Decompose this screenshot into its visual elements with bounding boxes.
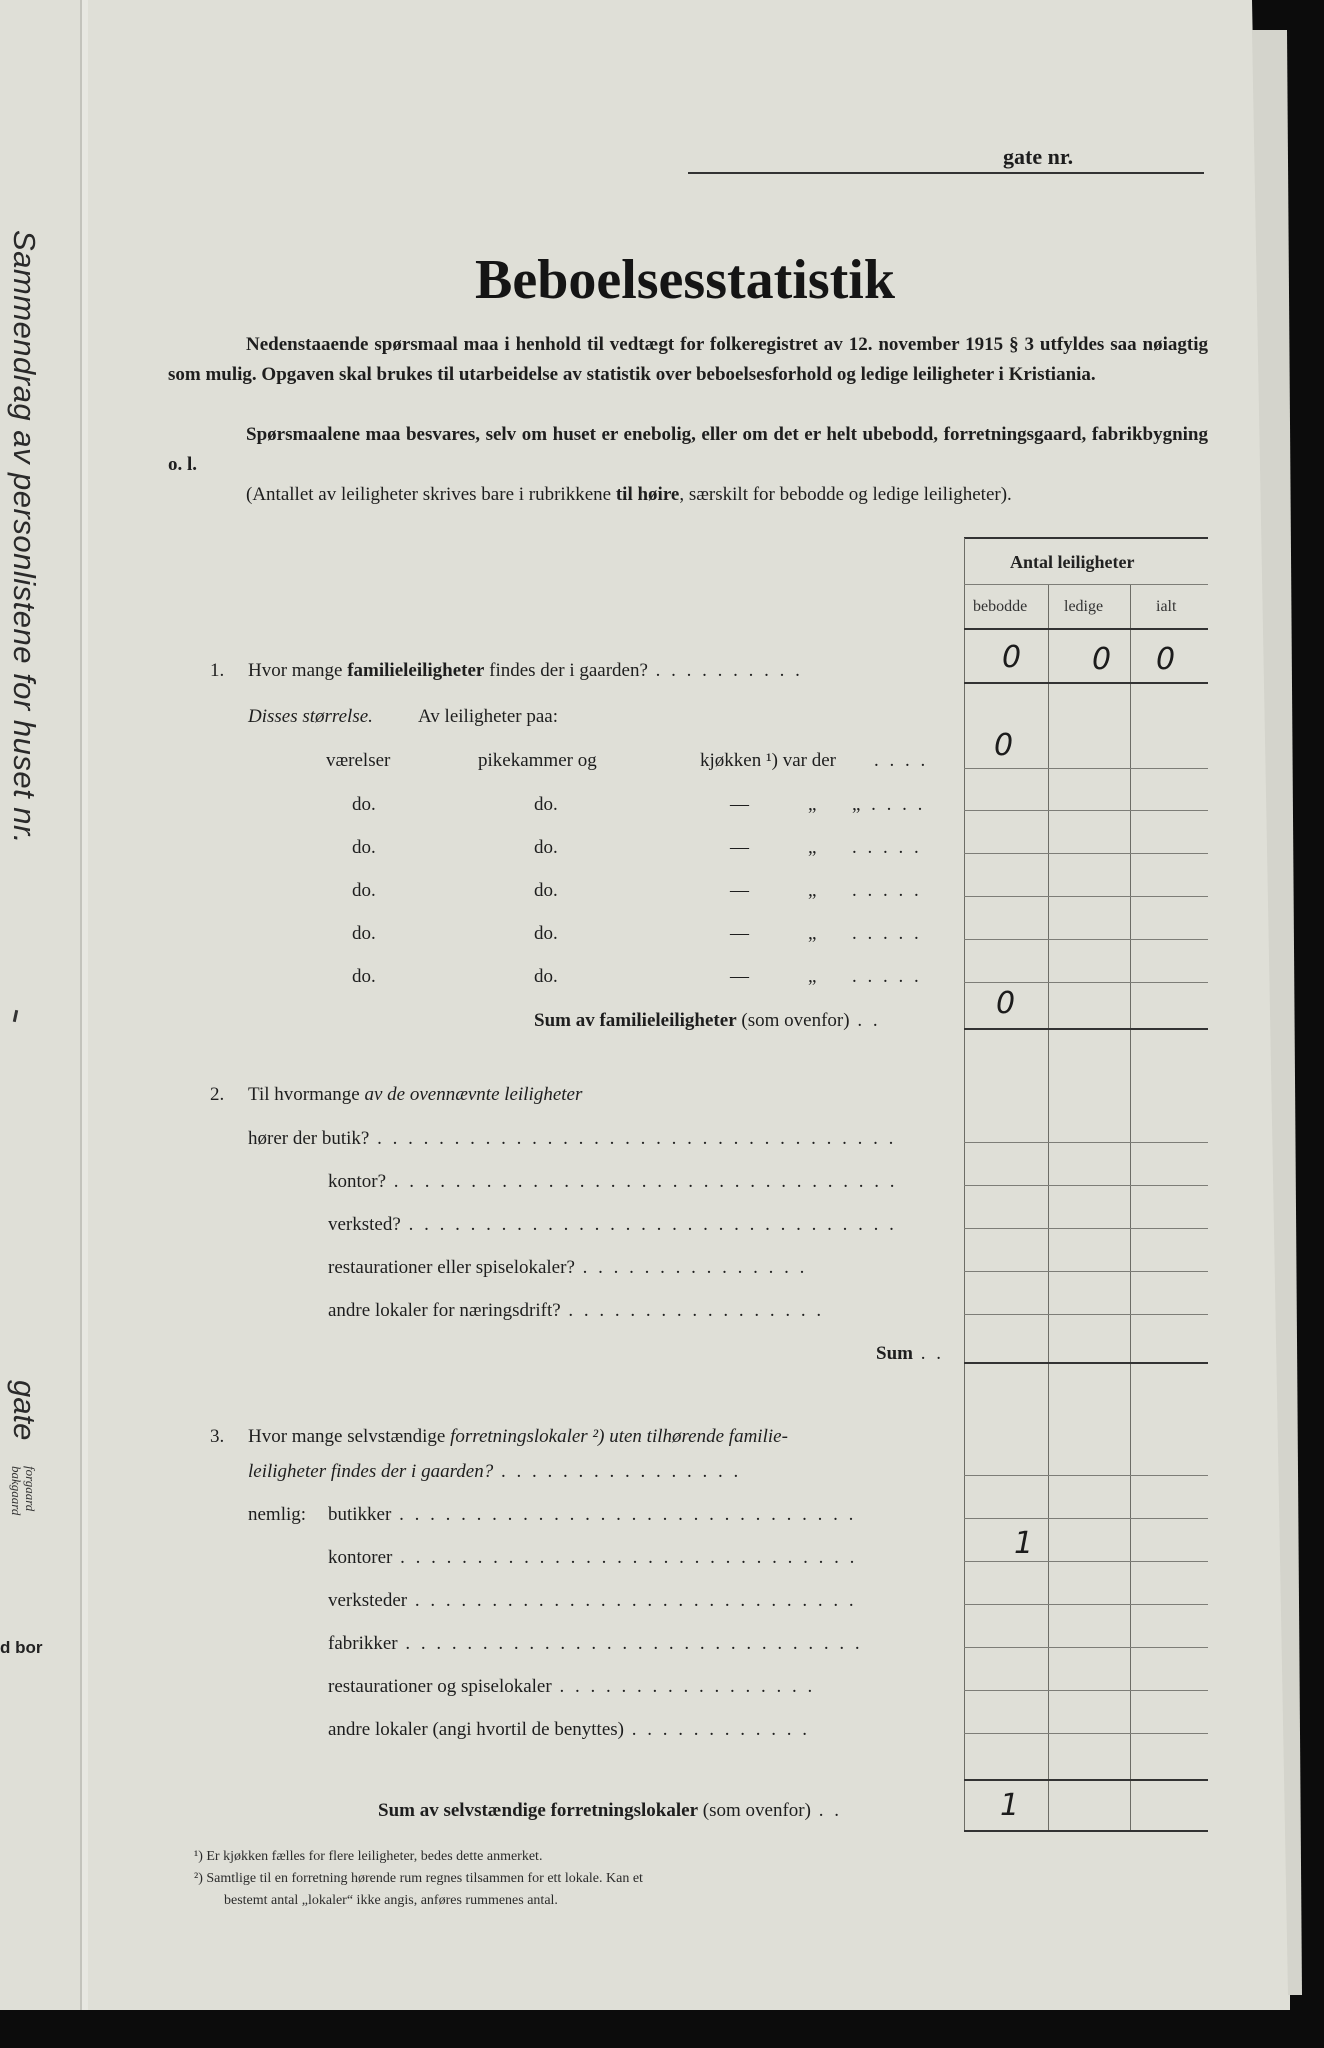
q2-text-b: av de ovennævnte leiligheter bbox=[364, 1084, 583, 1105]
q1-ditto: do. bbox=[534, 966, 558, 987]
table-rule bbox=[964, 1362, 1208, 1364]
hw-q1-ledige: 0 bbox=[1092, 642, 1112, 677]
table-rule bbox=[964, 853, 1208, 854]
table-rule bbox=[964, 939, 1208, 940]
leader-dots: . . bbox=[912, 1343, 944, 1364]
intro-p3-c: , særskilt for bebodde og ledige leiligheter). bbox=[679, 484, 1012, 505]
footnote-1: ¹) Er kjøkken fælles for flere leiligheter, bedes dette anmerket. bbox=[194, 1849, 543, 1864]
q1-ditto: do. bbox=[534, 880, 558, 901]
q1-quote: „ bbox=[808, 923, 817, 944]
q3-nemlig: nemlig: bbox=[248, 1504, 307, 1525]
table-col-divider-1 bbox=[1048, 584, 1049, 1830]
leader-dots: . . . . . . . . . . . . . . . . . bbox=[551, 1676, 816, 1697]
q1-size-label: Disses størrelse. bbox=[248, 706, 373, 727]
table-rule bbox=[964, 1830, 1208, 1832]
intro-paragraph-1: Nedenstaaende spørsmaal maa i henhold til vedtægt for folkeregistret av 12. november 1915 § 3 utfyldes saa nøiagtig som mulig. Opgaven skal brukes til utarbeidelse av statistik over beboelsesforhold og ledige leiligheter i Kristiania. bbox=[168, 334, 1208, 385]
leader-dots: . . . . . . . . . . . . . . . . . . . . . . . . . . . . . . . . bbox=[400, 1214, 897, 1235]
q3-item-fabrikker bbox=[328, 1633, 863, 1655]
leader-dots: . . . . . bbox=[852, 837, 922, 858]
leader-dots: . . . . . . . . . . . . . . . . . . . . . . . . . . . . . . . . . . bbox=[369, 1128, 897, 1149]
table-rule bbox=[964, 1518, 1208, 1519]
leader-dots: . . bbox=[849, 1010, 881, 1031]
q1-text-c: findes der i gaarden? bbox=[484, 660, 648, 681]
q3-text bbox=[248, 1426, 788, 1448]
table-col-divider-2 bbox=[1130, 584, 1131, 1830]
q2-item-verksted bbox=[328, 1214, 897, 1236]
q1-ditto: do. bbox=[352, 880, 376, 901]
side-title: Sammendrag av personlistene for huset nr. bbox=[7, 230, 42, 844]
q1-dash: — bbox=[730, 923, 749, 944]
table-rule bbox=[964, 1733, 1208, 1734]
table-rule bbox=[964, 1228, 1208, 1229]
hw-q1-bebodde: 0 bbox=[1002, 640, 1022, 675]
table-header: Antal leiligheter bbox=[1010, 552, 1135, 572]
q3-text-a: Hvor mange selvstændige bbox=[248, 1426, 451, 1447]
side-bakgaard: bakgaard bbox=[9, 1466, 24, 1516]
q1-dash: — bbox=[730, 794, 749, 815]
leader-dots: . . . . . . . . . . . . . . . . bbox=[493, 1461, 742, 1482]
q2-sum-label: Sum bbox=[876, 1343, 913, 1364]
q2-item-butik bbox=[248, 1128, 896, 1150]
hw-sum-fam: 0 bbox=[996, 986, 1016, 1021]
q2-sum bbox=[876, 1343, 944, 1365]
leader-dots: . . . . . . . . . . bbox=[647, 660, 803, 681]
table-rule bbox=[964, 628, 1208, 630]
q1-rooms: værelser bbox=[326, 750, 391, 771]
col-ialt: ialt bbox=[1156, 598, 1177, 615]
q1-ditto: do. bbox=[352, 837, 376, 858]
table-rule bbox=[964, 1185, 1208, 1186]
q1-text bbox=[248, 660, 803, 682]
leader-dots: . . . . . . . . . . . . . . . . . . . . . . . . . . . . . . . . . bbox=[386, 1171, 898, 1192]
q1-dash: — bbox=[730, 966, 749, 987]
table-rule bbox=[964, 682, 1208, 684]
table-rule bbox=[964, 1314, 1208, 1315]
q3-item-label: fabrikker bbox=[328, 1633, 398, 1654]
q3-item-restaurationer bbox=[328, 1676, 815, 1698]
q3-text-c bbox=[248, 1461, 741, 1483]
col-ledige: ledige bbox=[1064, 598, 1104, 615]
table-rule bbox=[964, 1604, 1208, 1605]
leader-dots: . . . . . . . . . . . . . . . . . bbox=[560, 1300, 825, 1321]
q3-item-verksteder bbox=[328, 1590, 857, 1612]
table-rule bbox=[964, 896, 1208, 897]
q3-item-label: kontorer bbox=[328, 1547, 393, 1568]
q2-item-label: verksted? bbox=[328, 1214, 401, 1235]
q1-sum bbox=[534, 1010, 881, 1032]
leader-dots: . . . . bbox=[874, 750, 929, 771]
q2-item-label: hører der butik? bbox=[248, 1128, 370, 1149]
q3-item-label: butikker bbox=[328, 1504, 392, 1525]
table-header-rule bbox=[964, 584, 1208, 585]
side-gate-label: gate bbox=[7, 1380, 42, 1441]
q3-number: 3. bbox=[210, 1426, 225, 1447]
q1-ditto: do. bbox=[534, 794, 558, 815]
q2-item-label: kontor? bbox=[328, 1171, 387, 1192]
leader-dots: . . . . . . . . . . . . . . . . . . . . . . . . . . . . . bbox=[407, 1590, 857, 1611]
q1-quote: „ bbox=[808, 837, 817, 858]
footnote-2: ²) Samtlige til en forretning hørende rum regnes tilsammen for ett lokale. Kan et bbox=[194, 1871, 643, 1886]
leader-dots: . . . . . . . . . . . . . . . . . . . . . . . . . . . . . . bbox=[397, 1633, 863, 1654]
table-rule bbox=[964, 768, 1208, 769]
q3-text-c-label: leiligheter findes der i gaarden? bbox=[248, 1461, 494, 1482]
q2-item-restaurationer bbox=[328, 1257, 807, 1279]
q1-text-b: familieleiligheter bbox=[347, 660, 485, 681]
gate-nr-label: gate nr. bbox=[1003, 144, 1074, 169]
q2-text bbox=[248, 1084, 582, 1106]
q1-dash: — bbox=[730, 880, 749, 901]
q1-ditto: do. bbox=[534, 837, 558, 858]
table-top-rule bbox=[964, 537, 1208, 539]
q2-item-label: andre lokaler for næringsdrift? bbox=[328, 1300, 561, 1321]
q3-sum bbox=[378, 1800, 842, 1822]
q3-item-kontorer bbox=[328, 1547, 857, 1569]
leader-dots: . . . . . . . . . . . . . . . . . . . . . . . . . . . . . . bbox=[392, 1547, 858, 1568]
q1-kitchen: kjøkken ¹) var der bbox=[700, 750, 837, 771]
q1-quote: „ bbox=[808, 880, 817, 901]
leader-dots: „ . . . . bbox=[852, 794, 926, 815]
q1-ditto: do. bbox=[352, 923, 376, 944]
q1-ditto: do. bbox=[534, 923, 558, 944]
table-rule bbox=[964, 1028, 1208, 1030]
q1-number: 1. bbox=[210, 660, 225, 681]
table-rule bbox=[964, 1561, 1208, 1562]
table-rule bbox=[964, 982, 1208, 983]
q1-ditto: do. bbox=[352, 794, 376, 815]
leader-dots: . . . . . . . . . . . . bbox=[623, 1719, 810, 1740]
q3-item-label: restaurationer og spiselokaler bbox=[328, 1676, 552, 1697]
q2-item-kontor bbox=[328, 1171, 898, 1193]
leader-dots: . . . . . . . . . . . . . . . bbox=[574, 1257, 808, 1278]
hw-q1-ialt: 0 bbox=[1156, 642, 1176, 677]
q1-quote: „ bbox=[808, 794, 817, 815]
q2-item-andre bbox=[328, 1300, 824, 1322]
q3-item-butikker bbox=[328, 1504, 856, 1526]
q2-number: 2. bbox=[210, 1084, 225, 1105]
q3-item-label: verksteder bbox=[328, 1590, 408, 1611]
table-rule bbox=[964, 1271, 1208, 1272]
table-rule bbox=[964, 1475, 1208, 1476]
intro-paragraph-2: Spørsmaalene maa besvares, selv om huset er enebolig, eller om det er helt ubebodd, forretningsgaard, fabrikbygning o. l. bbox=[168, 424, 1208, 475]
leader-dots: . . . . . bbox=[852, 966, 922, 987]
table-rule bbox=[964, 1142, 1208, 1143]
table-rule bbox=[964, 1647, 1208, 1648]
q3-text-b: forretningslokaler ²) uten tilhørende familie- bbox=[450, 1426, 788, 1447]
q1-sum-a: Sum av familieleiligheter bbox=[534, 1010, 737, 1031]
leader-dots: . . bbox=[810, 1800, 842, 1821]
intro-p3-b: til høire bbox=[615, 484, 680, 505]
page-title: Beboelsesstatistik bbox=[475, 249, 895, 311]
q3-item-andre bbox=[328, 1719, 810, 1741]
q1-size-rest: Av leiligheter paa: bbox=[418, 706, 558, 727]
leader-dots: . . . . . bbox=[852, 880, 922, 901]
leader-dots: . . . . . bbox=[852, 923, 922, 944]
footnote-3: bestemt antal „lokaler“ ikke angis, anføres rummenes antal. bbox=[224, 1893, 558, 1908]
q1-text-a: Hvor mange bbox=[248, 660, 348, 681]
table-rule bbox=[964, 810, 1208, 811]
side-bor-label: d bor bbox=[0, 1638, 43, 1657]
q2-text-a: Til hvormange bbox=[248, 1084, 365, 1105]
q3-sum-b: (som ovenfor) bbox=[698, 1800, 811, 1821]
q1-maids: pikekammer og bbox=[478, 750, 597, 771]
leader-dots: . . . . . . . . . . . . . . . . . . . . . . . . . . . . . . bbox=[391, 1504, 857, 1525]
table-rule bbox=[964, 1779, 1208, 1781]
q1-quote: „ bbox=[808, 966, 817, 987]
intro-p3-a: (Antallet av leiligheter skrives bare i rubrikkene bbox=[246, 484, 616, 505]
table-rule bbox=[964, 1690, 1208, 1691]
hw-size-row1: 0 bbox=[994, 728, 1014, 763]
hw-kontorer: 1 bbox=[1014, 1526, 1034, 1561]
q3-sum-a: Sum av selvstændige forretningslokaler bbox=[378, 1800, 699, 1821]
side-forgaard: forgaard bbox=[23, 1466, 38, 1512]
table-left-border bbox=[964, 538, 965, 1830]
q1-sum-b: (som ovenfor) bbox=[736, 1010, 850, 1031]
q3-item-label: andre lokaler (angi hvortil de benyttes) bbox=[328, 1719, 624, 1740]
hw-sum-forr: 1 bbox=[1000, 1788, 1020, 1823]
q1-ditto: do. bbox=[352, 966, 376, 987]
q1-dash: — bbox=[730, 837, 749, 858]
gate-nr-line bbox=[688, 172, 1204, 174]
intro-paragraph-3 bbox=[246, 480, 1208, 510]
col-bebodde: bebodde bbox=[973, 598, 1028, 615]
q2-item-label: restaurationer eller spiselokaler? bbox=[328, 1257, 575, 1278]
